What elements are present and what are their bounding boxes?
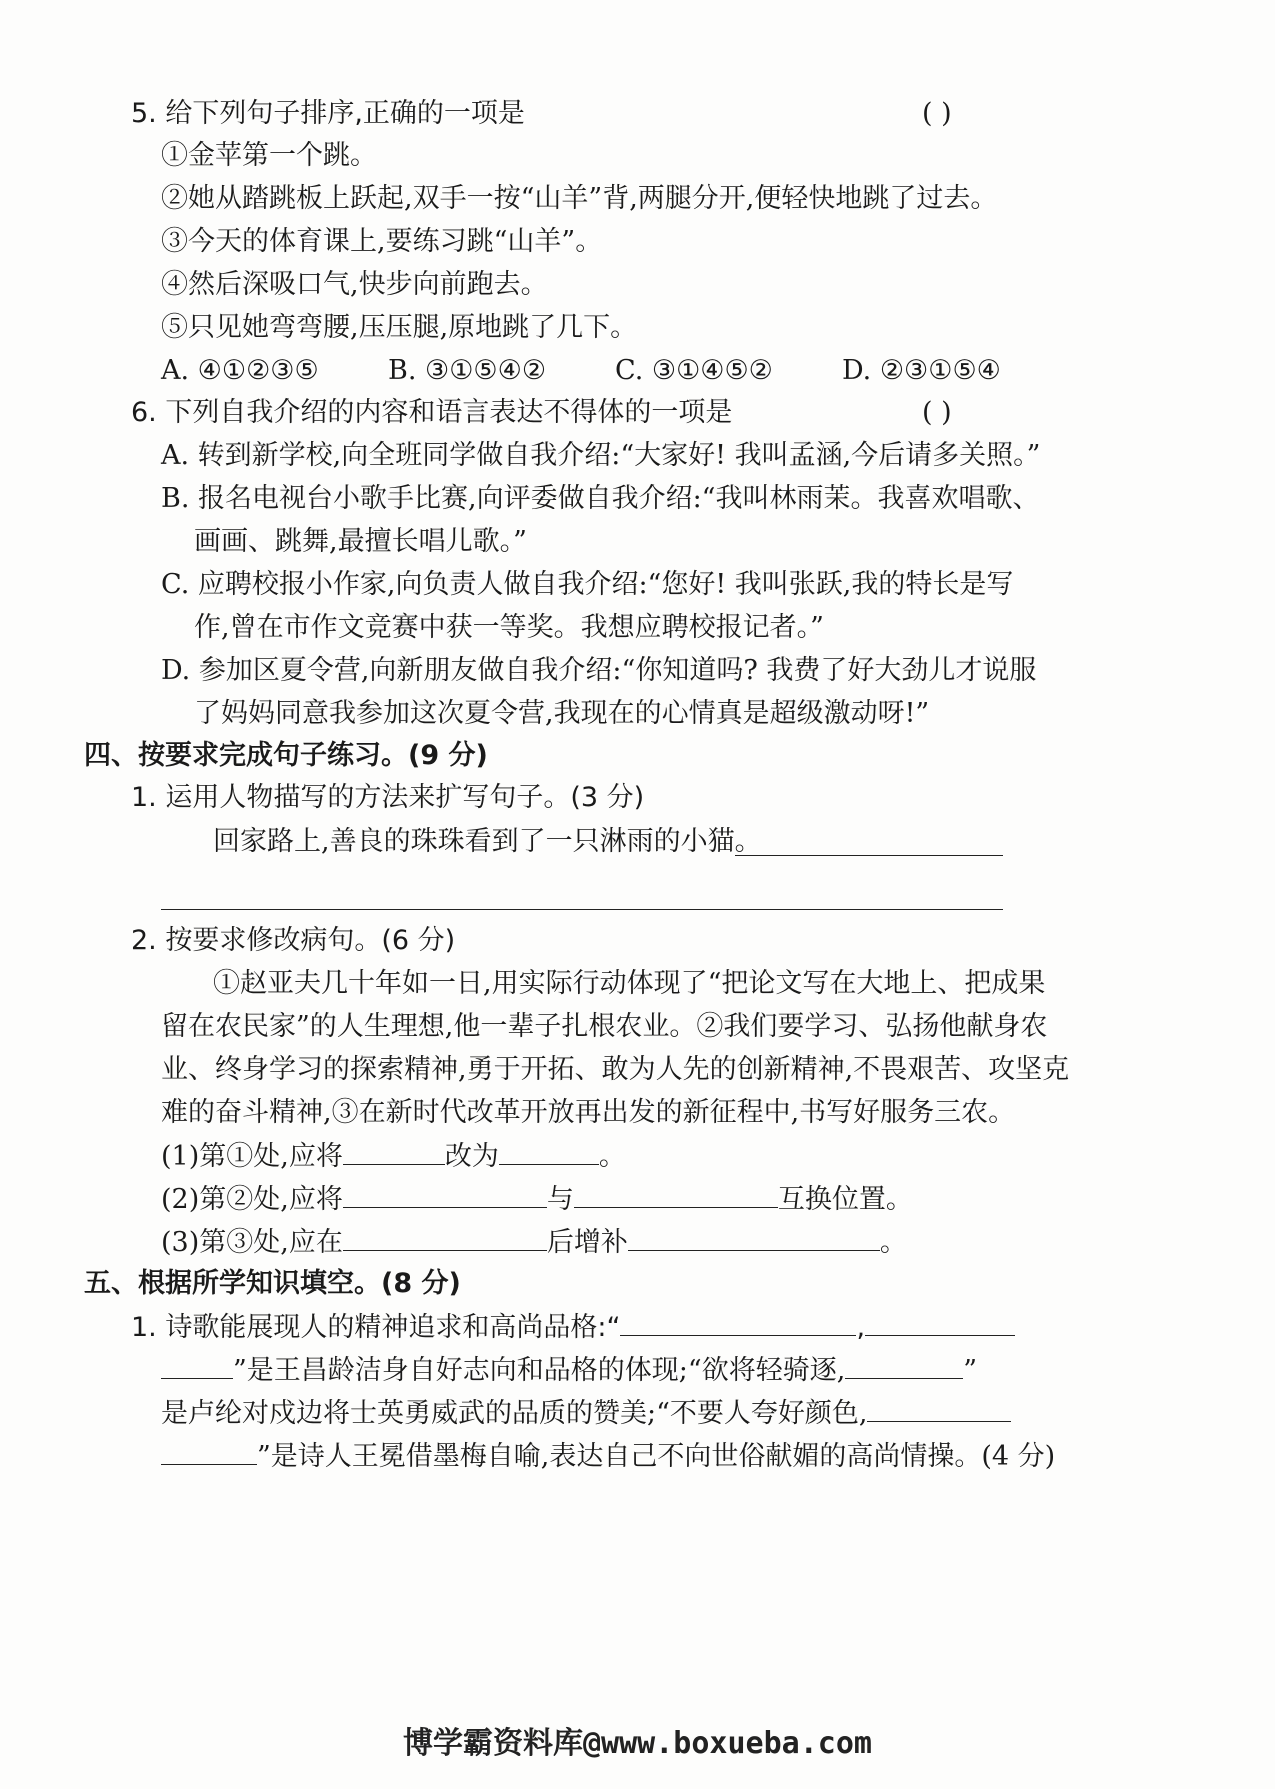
s5-q1-blank-4a[interactable]: [867, 1395, 1011, 1422]
s4-q2-sub2-prefix: (2)第②处,应将: [161, 1184, 343, 1215]
q5-sentence-4: ④然后深吸口气,快步向前跑去。: [161, 269, 548, 300]
q5-sentence-2: ②她从踏跳板上跃起,双手一按“山羊”背,两腿分开,便轻快地跳了过去。: [161, 183, 998, 214]
q6-option-b-line2: 画画、跳舞,最擅长唱儿歌。”: [194, 526, 527, 557]
s5-q1-blank-1[interactable]: [620, 1309, 856, 1336]
s5-q1-blank-3[interactable]: [845, 1352, 963, 1379]
section-4-title: 四、按要求完成句子练习。(9 分): [84, 740, 488, 771]
s4-q2-para-line2: 留在农民家”的人生理想,他一辈子扎根农业。②我们要学习、弘扬他献身农: [161, 1011, 1048, 1042]
q6-option-d-line1: D. 参加区夏令营,向新朋友做自我介绍:“你知道吗? 我费了好大劲儿才说服: [161, 655, 1037, 686]
s4-q2-sub3-prefix: (3)第③处,应在: [161, 1227, 343, 1258]
s4-q2-stem: 2. 按要求修改病句。(6 分): [131, 925, 456, 956]
s4-q2-sub2-end: 互换位置。: [777, 1184, 913, 1215]
s4-q1-answer-line-1[interactable]: [735, 855, 1003, 856]
section-5-title: 五、根据所学知识填空。(8 分): [84, 1268, 461, 1299]
s4-q2-sub1-blank-1[interactable]: [343, 1138, 445, 1165]
s4-q2-sub3-blank-1[interactable]: [343, 1224, 547, 1251]
q6-stem: 6. 下列自我介绍的内容和语言表达不得体的一项是: [131, 397, 733, 428]
s5-q1-line2-text: ”是王昌龄洁身自好志向和品格的体现;“欲将轻骑逐,: [233, 1355, 846, 1386]
s4-q2-sub2-blank-2[interactable]: [574, 1181, 778, 1208]
s4-q1-sentence: 回家路上,善良的珠珠看到了一只淋雨的小猫。: [213, 826, 762, 857]
s4-q2-sub3-end: 。: [879, 1227, 907, 1258]
s4-q1-stem: 1. 运用人物描写的方法来扩写句子。(3 分): [131, 782, 645, 813]
q5-option-a: A. ④①②③⑤: [161, 355, 319, 386]
s4-q2-para-line1: ①赵亚夫几十年如一日,用实际行动体现了“把论文写在大地上、把成果: [213, 968, 1046, 999]
s4-q1-answer-line-2[interactable]: [161, 909, 1003, 910]
s4-q2-sub1-end: 。: [598, 1141, 626, 1172]
q5-option-d: D. ②③①⑤④: [842, 355, 1001, 386]
s5-q1-line1-comma: ,: [856, 1312, 866, 1343]
q6-option-a: A. 转到新学校,向全班同学做自我介绍:“大家好! 我叫孟涵,今后请多关照。”: [161, 440, 1041, 471]
s5-q1-line2-quote: ”: [963, 1355, 978, 1386]
s5-q1-line1-text: 1. 诗歌能展现人的精神追求和高尚品格:“: [131, 1312, 621, 1343]
q5-sentence-5: ⑤只见她弯弯腰,压压腿,原地跳了几下。: [161, 312, 638, 343]
q5-stem: 5. 给下列句子排序,正确的一项是: [131, 98, 525, 129]
s5-q1-blank-2b[interactable]: [161, 1352, 233, 1379]
s5-q1-line4-text: ”是诗人王冕借墨梅自喻,表达自己不向世俗献媚的高尚情操。(4 分): [257, 1441, 1056, 1472]
s4-q2-para-line3: 业、终身学习的探索精神,勇于开拓、敢为人先的创新精神,不畏艰苦、攻坚克: [161, 1054, 1070, 1085]
s4-q2-sub1-mid: 改为: [444, 1141, 499, 1172]
q6-option-b-line1: B. 报名电视台小歌手比赛,向评委做自我介绍:“我叫林雨茉。我喜欢唱歌、: [161, 483, 1040, 514]
s4-q2-sub2-mid: 与: [546, 1184, 574, 1215]
q6-answer-paren: ( ): [922, 397, 952, 428]
s4-q2-sub1-blank-2[interactable]: [499, 1138, 599, 1165]
footer-watermark: 博学霸资料库@www.boxueba.com: [403, 1726, 872, 1761]
s5-q1-blank-4b[interactable]: [161, 1438, 257, 1465]
s4-q2-sub1-prefix: (1)第①处,应将: [161, 1141, 343, 1172]
s4-q2-para-line4: 难的奋斗精神,③在新时代改革开放再出发的新征程中,书写好服务三农。: [161, 1097, 1016, 1128]
s4-q2-sub3-mid: 后增补: [546, 1227, 628, 1258]
s4-q2-sub3: [161, 1224, 907, 1261]
s5-q1-line2: [161, 1352, 977, 1389]
s4-q2-sub2: [161, 1181, 913, 1218]
q5-sentence-3: ③今天的体育课上,要练习跳“山羊”。: [161, 226, 603, 257]
s5-q1-line4: [161, 1438, 1055, 1475]
s4-q2-sub2-blank-1[interactable]: [343, 1181, 547, 1208]
s5-q1-line3: [161, 1395, 1011, 1432]
s5-q1-line3-text: 是卢纶对戍边将士英勇威武的品质的赞美;“不要人夸好颜色,: [161, 1398, 868, 1429]
s4-q2-sub3-blank-2[interactable]: [628, 1224, 880, 1251]
q5-option-c: C. ③①④⑤②: [615, 355, 773, 386]
q6-option-c-line1: C. 应聘校报小作家,向负责人做自我介绍:“您好! 我叫张跃,我的特长是写: [161, 569, 1014, 600]
s4-q2-sub1: [161, 1138, 626, 1175]
q5-option-b: B. ③①⑤④②: [388, 355, 547, 386]
q5-answer-paren: ( ): [922, 98, 952, 129]
q5-sentence-1: ①金苹第一个跳。: [161, 140, 377, 171]
s5-q1-blank-2a[interactable]: [865, 1309, 1015, 1336]
s5-q1-line1: [131, 1309, 1015, 1346]
q6-option-c-line2: 作,曾在市作文竞赛中获一等奖。我想应聘校报记者。”: [194, 612, 824, 643]
q6-option-d-line2: 了妈妈同意我参加这次夏令营,我现在的心情真是超级激动呀!”: [194, 698, 930, 729]
